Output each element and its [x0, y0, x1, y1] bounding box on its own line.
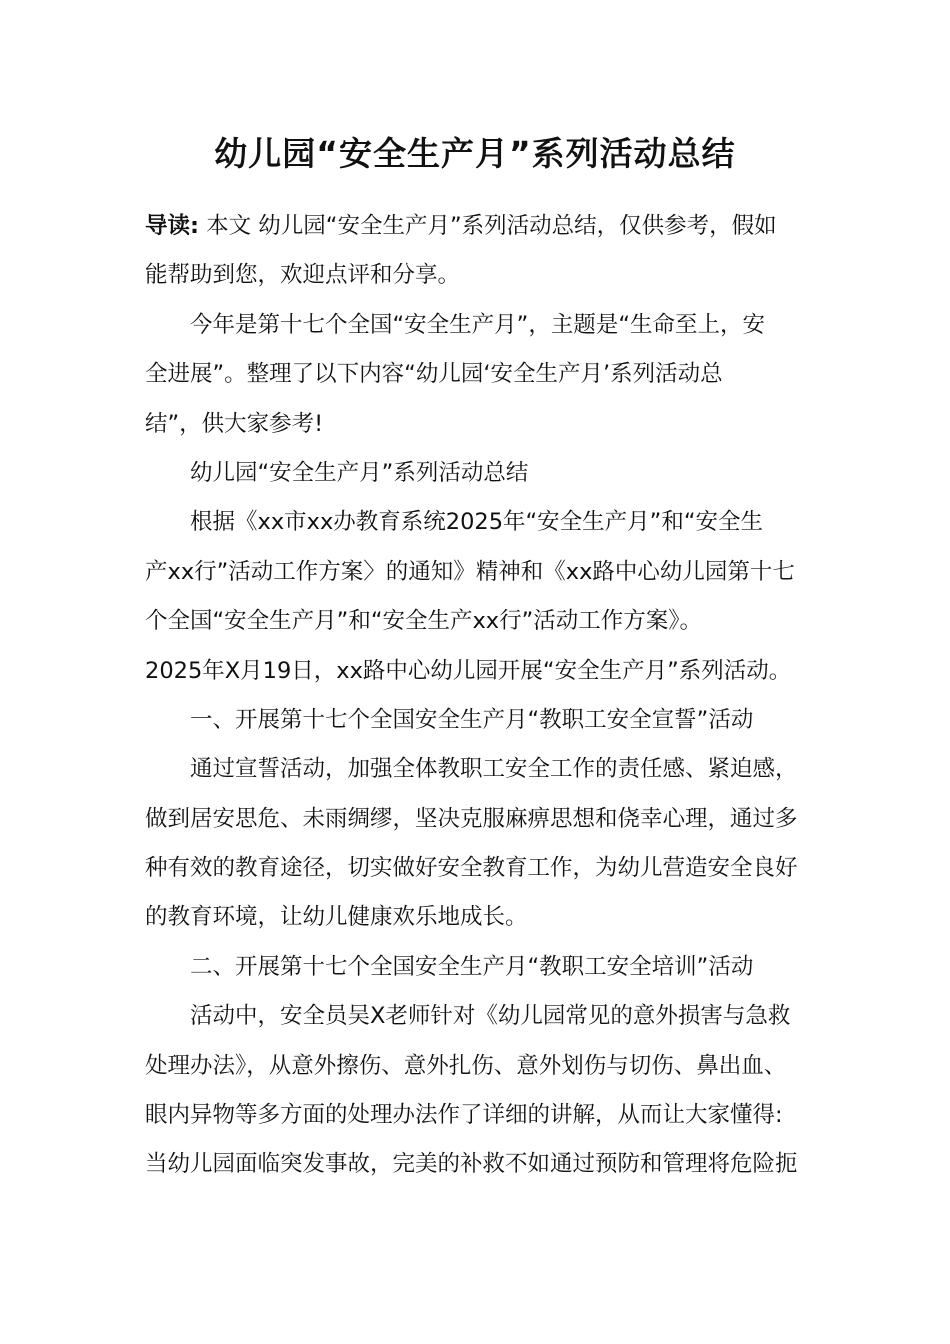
section-heading: 一、开展第十七个全国安全生产月“教职工安全宣誓”活动	[190, 706, 754, 733]
intro-text: 本文 幼儿园“安全生产月”系列活动总结，仅供参考，假如	[199, 213, 777, 239]
section-heading: 二、开展第十七个全国安全生产月“教职工安全培训”活动	[190, 953, 754, 980]
body-line: 通过宣誓活动，加强全体教职工安全工作的责任感、紧迫感，	[190, 756, 798, 783]
body-line: 种有效的教育途径，切实做好安全教育工作，为幼儿营造安全良好	[145, 855, 798, 882]
body-line: 活动中，安全员吴X老师针对《幼儿园常见的意外损害与急救	[190, 1003, 791, 1030]
document-title: 幼儿园“安全生产月”系列活动总结	[214, 134, 736, 173]
section-heading: 幼儿园“安全生产月”系列活动总结	[190, 459, 529, 486]
body-line: 眼内异物等多方面的处理办法作了详细的讲解，从而让大家懂得:	[145, 1102, 783, 1129]
body-line: 产xx行”活动工作方案〉的通知》精神和《xx路中心幼儿园第十七	[145, 558, 795, 585]
body-line: 做到居安思危、未雨绸缪，坚决克服麻痹思想和侥幸心理，通过多	[145, 805, 798, 832]
intro-line-continued: 能帮助到您，欢迎点评和分享。	[145, 262, 461, 289]
body-line: 全进展”。整理了以下内容“幼儿园‘安全生产月’系列活动总	[145, 361, 723, 388]
body-line: 结”，供大家参考!	[145, 410, 324, 437]
body-line: 根据《xx市xx办教育系统2025年“安全生产月”和“安全生	[190, 509, 763, 536]
document-body	[145, 202, 815, 1190]
body-line: 当幼儿园面临突发事故，完美的补救不如通过预防和管理将危险扼	[145, 1151, 798, 1178]
body-line: 今年是第十七个全国“安全生产月”，主题是“生命至上，安	[190, 311, 765, 338]
body-line: 2025年X月19日，xx路中心幼儿园开展“安全生产月”系列活动。	[145, 657, 792, 684]
body-line: 个全国“安全生产月”和“安全生产xx行”活动工作方案》。	[145, 608, 703, 635]
intro-line	[145, 202, 815, 251]
body-line: 处理办法》，从意外擦伤、意外扎伤、意外划伤与切伤、鼻出血、	[145, 1052, 787, 1079]
intro-label: 导读:	[145, 213, 199, 239]
body-line: 的教育环境，让幼儿健康欢乐地成长。	[145, 904, 528, 931]
